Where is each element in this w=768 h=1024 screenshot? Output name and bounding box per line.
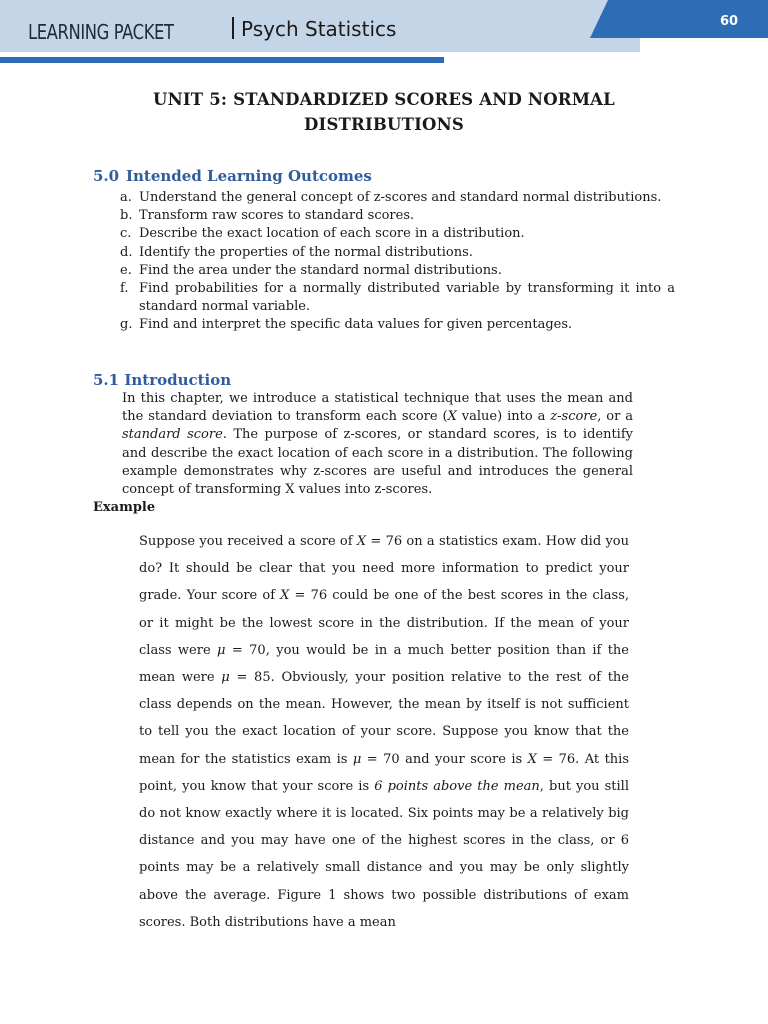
z-score-term: z-score bbox=[550, 409, 598, 425]
unit-title-line-1: UNIT 5: STANDARDIZED SCORES AND NORMAL bbox=[153, 90, 615, 109]
outcomes-heading-text: Intended Learning Outcomes bbox=[126, 167, 372, 185]
separator-bar bbox=[232, 17, 234, 39]
intro-text: value) into a bbox=[456, 409, 551, 425]
outcomes-list bbox=[118, 189, 675, 335]
x-symbol: X bbox=[356, 534, 367, 549]
outcomes-heading bbox=[93, 167, 372, 185]
list-marker: g. bbox=[120, 317, 133, 333]
example-paragraph bbox=[139, 528, 629, 936]
list-item bbox=[118, 262, 675, 280]
introduction-section-number: 5.1 bbox=[93, 371, 120, 389]
emphasis-text: 6 points above the mean bbox=[374, 778, 540, 794]
list-item bbox=[118, 225, 675, 243]
example-text: = 70 and your score is bbox=[361, 751, 528, 767]
intro-text: , or a bbox=[597, 409, 633, 425]
example-text: Suppose you received a score of bbox=[139, 534, 357, 549]
example-text: = 76. At this point, you know that your score is bbox=[139, 751, 629, 794]
brand-title: LEARNING PACKET bbox=[28, 20, 174, 44]
list-item bbox=[118, 316, 675, 334]
list-marker: b. bbox=[120, 208, 133, 224]
x-symbol: X bbox=[280, 588, 290, 604]
example-label: Example bbox=[93, 500, 156, 515]
mu-symbol: μ bbox=[352, 751, 362, 767]
example-text: = 76 could be one of the best scores in the class, or it might be the lowest score in the distribution. If the mean of your class were bbox=[139, 588, 629, 658]
subject-label: Psych Statistics bbox=[241, 17, 397, 41]
list-item bbox=[118, 244, 675, 262]
example-text: , but you still do not know exactly where it is located. Six points may be a relatively big distance and you may have one of the highest scores in the class, or 6 points may be a relatively small distance and you may be only slightly above the average. Figure 1 shows two possible distributions of exam scores. Both distributions have a mean bbox=[139, 778, 629, 930]
list-item-text: Find probabilities for a normally distributed variable by transforming it into a standard normal variable. bbox=[139, 281, 675, 315]
intro-text: In this chapter, we introduce a statistical technique that uses the mean and the standard deviation to transform each score ( bbox=[122, 391, 633, 425]
list-item bbox=[118, 280, 675, 316]
introduction-paragraph bbox=[122, 390, 633, 499]
list-marker: a. bbox=[120, 190, 132, 205]
list-item-text: Find and interpret the specific data values for given percentages. bbox=[139, 317, 573, 333]
intro-text: . The purpose of z-scores, or standard scores, is to identify and describe the exact location of each score in a distribution. The following example demonstrates why z-scores are useful and introduces the general concept of transforming X values into z-scores. bbox=[122, 427, 633, 498]
list-item-text: Identify the properties of the normal distributions. bbox=[139, 244, 473, 260]
introduction-heading bbox=[93, 371, 231, 389]
list-marker: f. bbox=[120, 281, 129, 297]
example-text: = 85. Obviously, your position relative to the rest of the class depends on the mean. However, the mean by itself is not sufficient to tell you the exact location of your score. Suppose you know that the mean for the statistics exam is bbox=[139, 670, 630, 767]
mu-symbol: μ bbox=[221, 670, 230, 686]
unit-title-line-2: DISTRIBUTIONS bbox=[304, 115, 464, 134]
list-item-text: Describe the exact location of each score in a distribution. bbox=[139, 226, 525, 242]
list-item-text: Understand the general concept of z-scores and standard normal distributions. bbox=[139, 190, 662, 205]
list-marker: d. bbox=[120, 244, 133, 260]
page-number: 60 bbox=[720, 14, 739, 29]
header-underline bbox=[0, 57, 444, 63]
outcomes-section-number: 5.0 bbox=[93, 167, 120, 185]
unit-title bbox=[120, 87, 648, 137]
x-symbol: X bbox=[447, 409, 457, 425]
list-item-text: Find the area under the standard normal distributions. bbox=[139, 262, 502, 278]
header-page-tab bbox=[590, 0, 768, 38]
standard-score-term: standard score bbox=[122, 427, 223, 443]
subject-title bbox=[232, 17, 396, 41]
page-header bbox=[0, 0, 768, 66]
example-text: = 76 on a statistics exam. How did you do? It should be clear that you need more information to predict your grade. Your score of bbox=[139, 534, 629, 604]
list-item-text: Transform raw scores to standard scores. bbox=[139, 208, 415, 224]
x-symbol: X bbox=[527, 751, 537, 767]
introduction-heading-text: Introduction bbox=[124, 371, 232, 389]
list-item bbox=[118, 189, 675, 207]
mu-symbol: μ bbox=[217, 642, 226, 658]
list-marker: e. bbox=[120, 262, 132, 278]
list-marker: c. bbox=[120, 226, 132, 242]
list-item bbox=[118, 207, 675, 225]
example-text: = 70, you would be in a much better position than if the mean were bbox=[139, 642, 629, 686]
